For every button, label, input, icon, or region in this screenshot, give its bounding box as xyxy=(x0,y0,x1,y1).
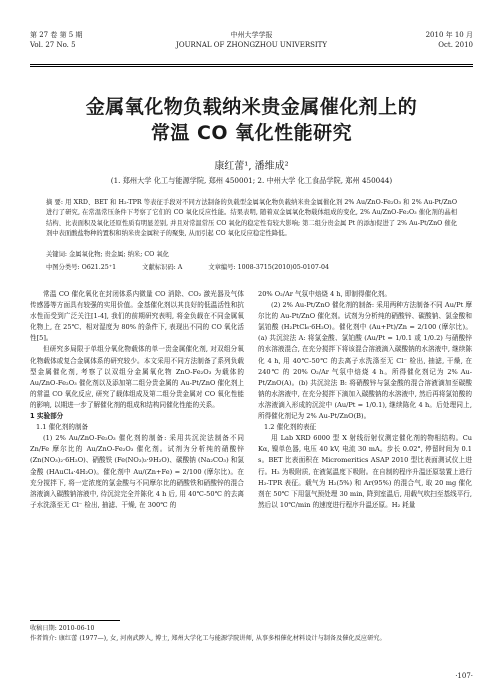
received-date: 收稿日期: 2010-06-10 xyxy=(30,625,95,632)
paper-title xyxy=(30,94,473,146)
footnote xyxy=(30,624,473,644)
journal-name-en: JOURNAL OF ZHONGZHOU UNIVERSITY xyxy=(176,41,327,49)
page-number: ·107· xyxy=(455,672,473,680)
keywords: 关键词: 金属氧化物; 贵金属; 纳米; CO 氧化 xyxy=(46,251,169,258)
running-header xyxy=(30,30,473,60)
clc-number: 中图分类号: O621.25⁺1 xyxy=(46,264,117,271)
title-line-2: 常温 CO 氧化性能研究 xyxy=(150,122,353,144)
header-rule xyxy=(30,64,473,65)
subsection-heading: 1.2 催化剂的表征 xyxy=(264,423,317,432)
paragraph: (1) 2% Au/ZnO-Fe₂O₃ 催化剂的制备: 采用共沉淀法制备不同 Zn/Fe 摩尔比的 Au/ZnO-Fe₂O₃ 催化剂。试剂为分析纯的硝酸锌 (Zn(NO₃)₂·6H₂O)、硝酸铁 (Fe(NO₃)₃·9H₂O)、碳酸钠 (Na₂CO₃) 和氯金酸 (HAuCl₄·4H₂O)。催化剂中 Au/(Zn+Fe) = 2/100 (摩尔比)。在充分搅拌下, 将一定浓度的氯金酸与不同摩尔比的硝酸铁和硝酸锌的混合溶液滴入碳酸钠溶液中, 待沉淀完全并陈化 4 h 后, 用 40℃-50℃ 的去离子水洗涤至无 Cl⁻ 检出, 抽滤、干燥, 在 300℃ 的 xyxy=(30,434,244,509)
date-en: Oct. 2010 xyxy=(438,41,473,49)
title-line-1: 金属氧化物负载纳米贵金属催化剂上的 xyxy=(85,96,418,118)
journal-info xyxy=(30,30,473,50)
left-column xyxy=(30,289,244,511)
volume-cn: 第 27 卷 第 5 期 xyxy=(30,31,83,39)
paragraph: (2) 2% Au-Pt/ZnO 催化剂的制备: 采用两种方法制备不同 Au/Pt 摩尔比的 Au-Pt/ZnO 催化剂。试剂为分析纯的硝酸锌、碳酸钠、氯金酸和氯铂酸 (H₂PtCl₆·6H₂O)。催化剂中 (Au+Pt)/Zn = 2/100 (摩尔比)。(a) 共沉淀法 A: 将氯金酸、氯铂酸 (Au/Pt = 1/0.1 或 1/0.2) 与硝酸锌的水溶液混合, 在充分搅拌下将该混合溶液滴入碳酸钠的水溶液中, 继续陈化 4 h, 用 40℃-50℃ 的去离子水洗涤至无 Cl⁻ 检出, 抽滤, 干燥, 在 240℃ 的 20% O₂/Ar 气氛中焙烧 4 h。所得催化剂记为 2% Au-Pt/ZnO(A)。(b) 共沉淀法 B: 将硝酸锌与氯金酸的混合溶液滴加至碳酸钠的水溶液中, 在充分搅拌下滴加入碳酸钠的水溶液中, 然后再将氯铂酸的水溶液滴入形成的沉淀中 (Au/Pt = 1/0.1), 继续陈化 4 h。后处理同上, 所得催化剂记为 2% Au-Pt/ZnO(B)。 xyxy=(258,301,472,421)
subsection-heading: 1.1 催化剂的制备 xyxy=(36,423,89,432)
paragraph: 20% O₂/Ar 气氛中焙烧 4 h, 即制得催化剂。 xyxy=(258,290,391,298)
footnote-rule xyxy=(30,620,120,621)
paragraph: 用 Lab XRD 6000 型 X 射线衍射仪测定催化剂的物相结构。Cu Kα, 镍单色器, 电压 40 kV, 电流 30 mA。步长 0.02°, 停留时间为 0.1 s。BET 比表面积在 Micromeritics ASAP 2010 型比表面测试仪上进行。H₂ 为吸附质, 在液氮温度下吸附。在自制的程序升温还原装置上进行 H₂-TPR 表征。载气为 H₂(5%) 和 Ar(95%) 的混合气, 取 20 mg 催化剂在 50℃ 下用氩气预处理 30 min, 降到室温后, 用载气吹扫至基线平行, 然后以 10℃/min 的速度进行程序升温还原。H₂ 耗量 xyxy=(258,434,472,509)
author-bio: 作者简介: 康红蕾 (1977—), 女, 河南武陟人, 博士, 郑州大学化工与能源学院讲师, 从事多相催化材料设计与制备及催化反应研究。 xyxy=(30,635,386,642)
document-code: 文献标识码: A xyxy=(142,264,183,271)
paragraph: 但研究多局限于单组分氧化物载体的单一贵金属催化剂, 对双组分氧化物载体或复合金属体系的研究较少。本文采用不同方法制备了系列负载型金属催化剂, 考察了以双组分金属氧化物 ZnO-Fe₂O₃ 为载体的 Au/ZnO-Fe₂O₃ 催化剂以及添加第二组分贵金属的 Au-Pt/ZnO 催化剂上的常温 CO 氧化反应, 研究了载体组成及第二组分贵金属对 CO 氧化性能的影响, 以期进一步了解催化剂的组成和结构同催化性能的关系。 xyxy=(30,345,244,409)
date-info xyxy=(426,30,473,50)
abstract: 摘 要: 用 XRD、BET 和 H₂-TPR 等表征手段对不同方法制备的负载型金属氧化物负载纳米贵金属催化剂 2% Au/ZnO-Fe₂O₃ 和 2% Au-Pt/ZnO 进行了研究, 在常温常压条件下考察了它们的 CO 氧化反应性能。结果表明, 随着双金属氧化物载体组成的变化, 2% Au/ZnO-Fe₂O₃ 催化剂的晶相结构、比表面积及氧化还原性质有明显差别, 并且对常温常压 CO 氧化的稳定性有较大影响; 第二组分贵金属 Pt 的添加促进了 2% Au-Pt/ZnO 催化剂中表面酸盐物种的置积和纳米贵金属粒子的聚集, 从而引起 CO 氧化反应稳定性降低。 xyxy=(46,199,457,237)
section-heading: 1 实验部分 xyxy=(30,412,64,421)
affiliation: (1. 郑州大学 化工与能源学院, 郑州 450001; 2. 中州大学 化工食品学院, 郑州 450044) xyxy=(110,176,393,185)
article-number: 文章编号: 1008-3715(2010)05-0107-04 xyxy=(208,264,330,271)
paragraph: 常温 CO 催化氧化在封闭体系内微量 CO 消除、CO₂ 激光器及气体传感器等方面具有较强的实用价值。金基催化剂以其良好的低温活性和抗水性而受到广泛关注[1-4], 我们的前期研究表明, 将金负载在不同金属氧化物上, 在 25℃、相对湿度为 80% 的条件下, 表现出不同的 CO 氧化活性[5]。 xyxy=(30,290,244,343)
header-rule-thin xyxy=(30,66,473,67)
date-cn: 2010 年 10 月 xyxy=(425,31,473,39)
classification-meta xyxy=(46,263,457,273)
right-column xyxy=(258,289,472,511)
authors: 康红蕾¹, 潘维成² xyxy=(214,161,289,172)
volume-en: Vol. 27 No. 5 xyxy=(30,41,76,49)
journal-name-cn: 中州大学学报 xyxy=(230,31,273,39)
